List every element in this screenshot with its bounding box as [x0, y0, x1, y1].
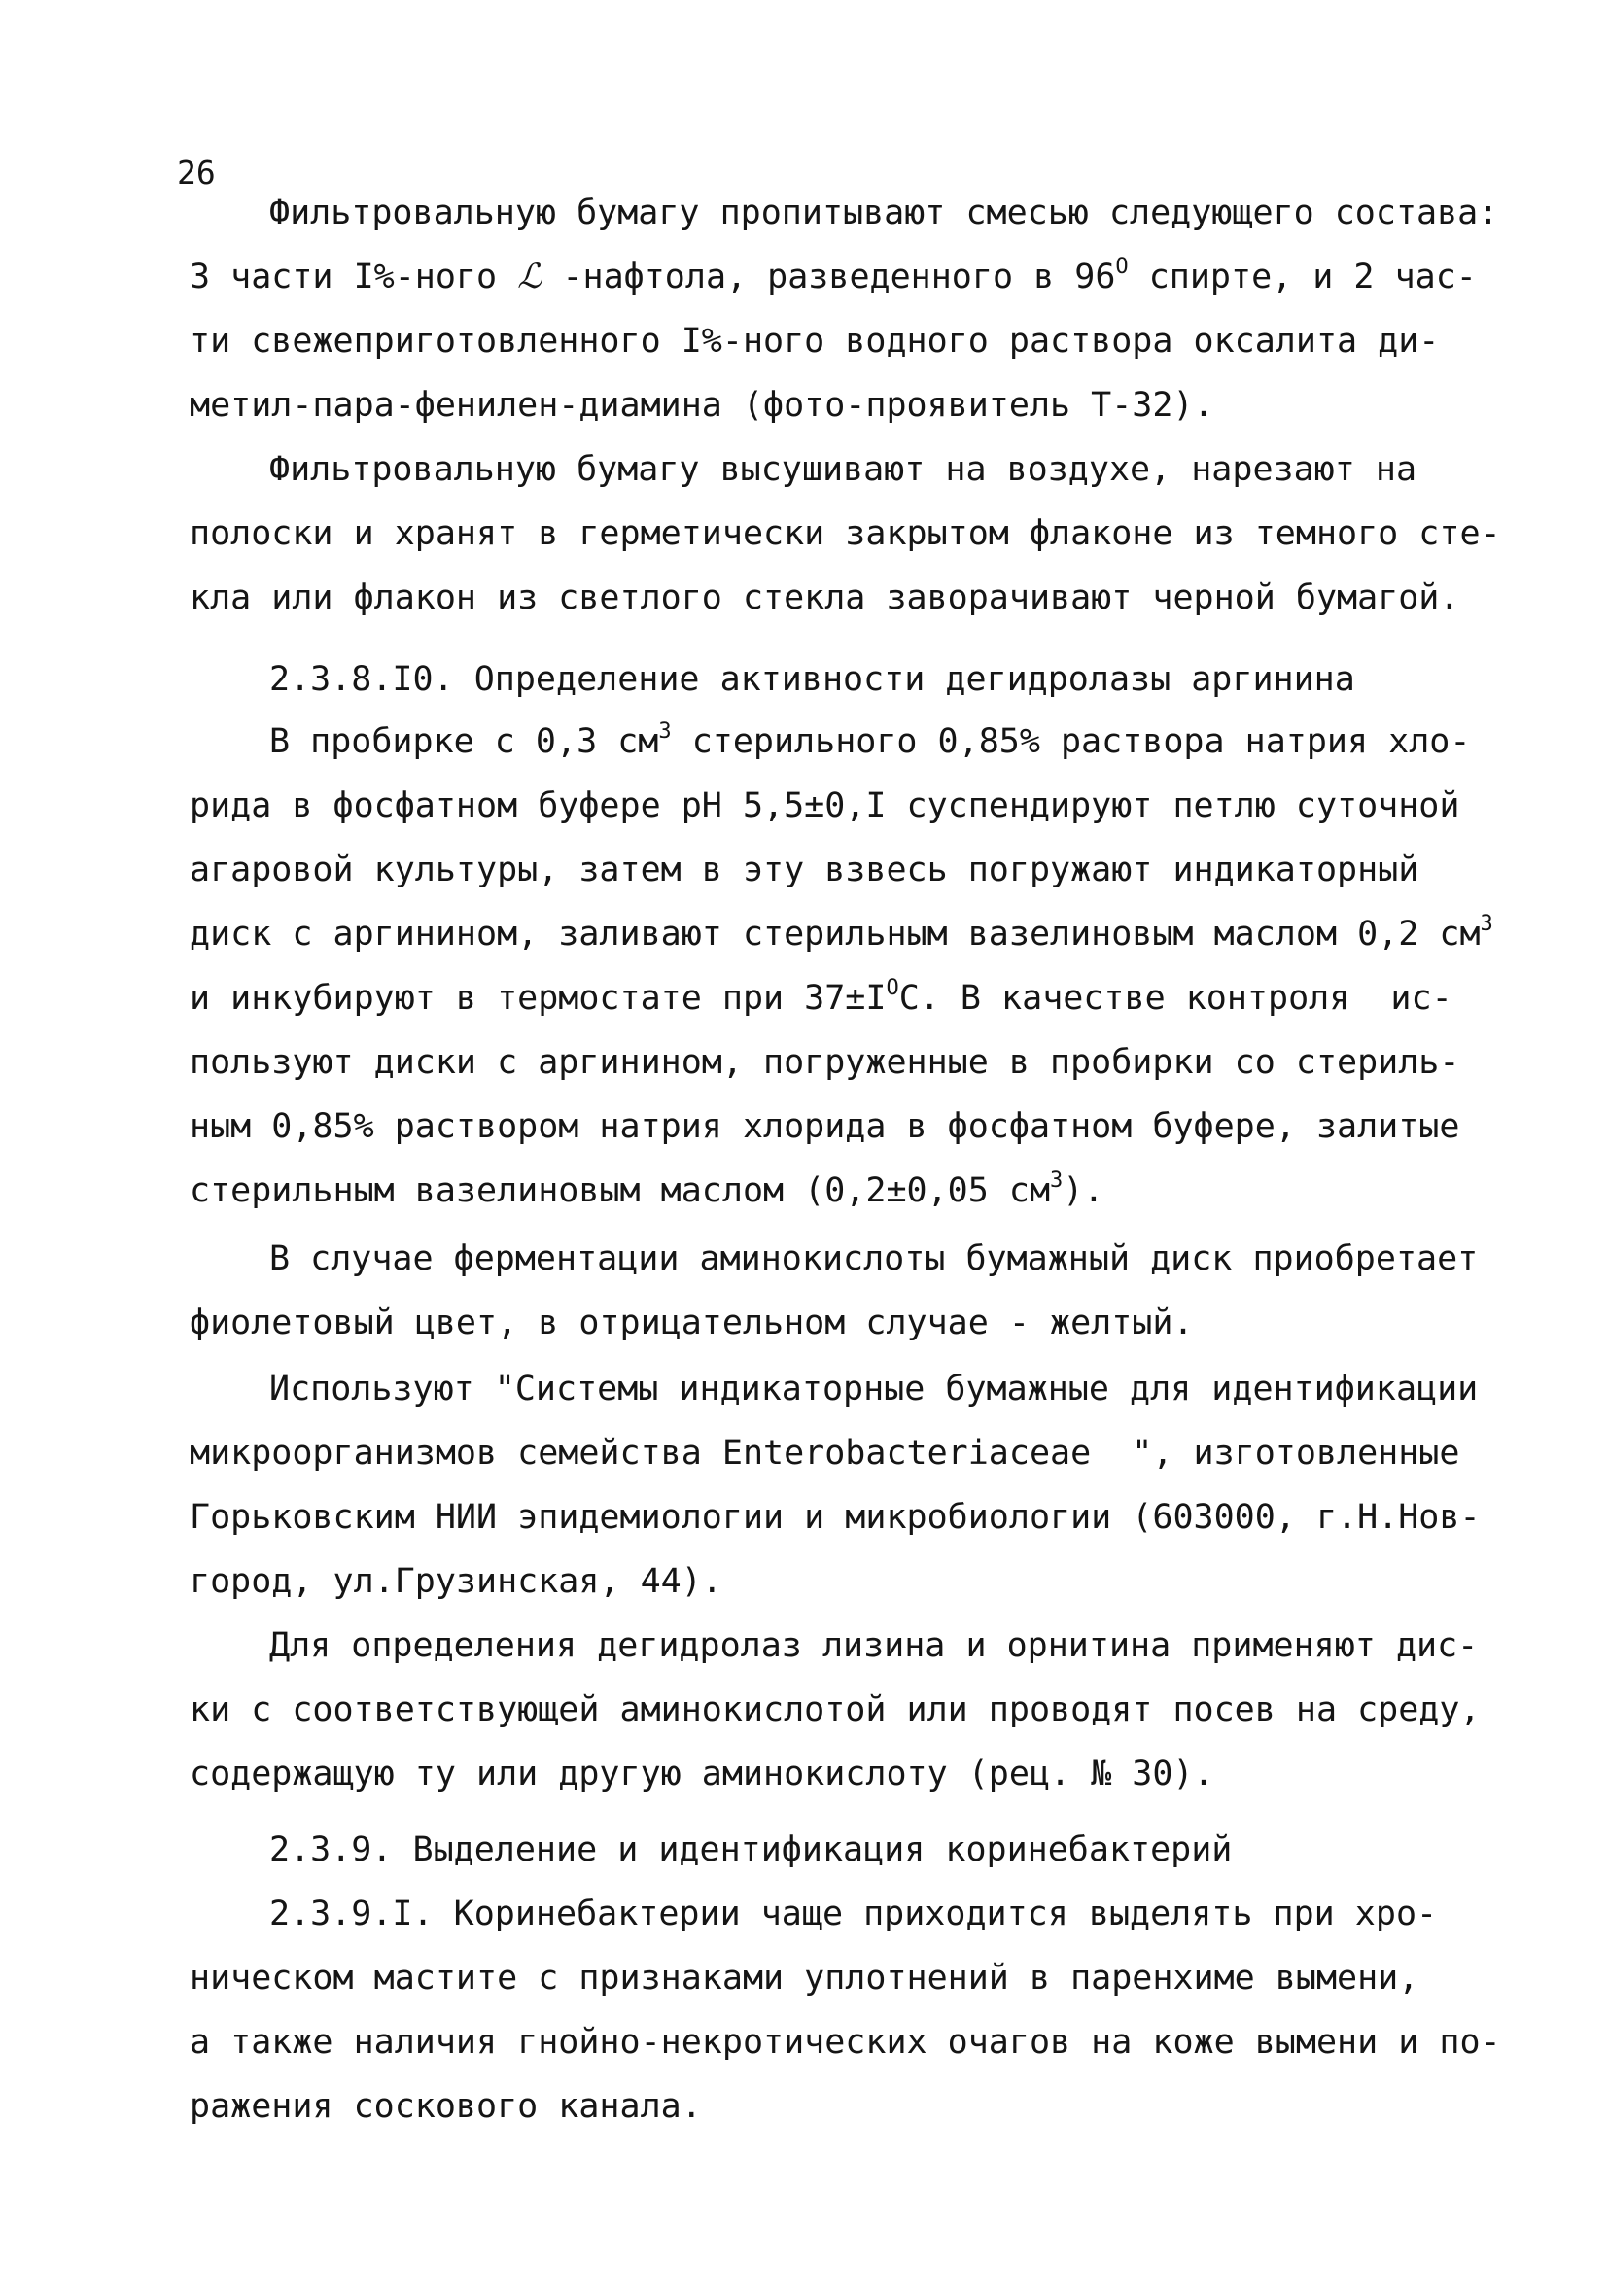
paragraph-corynebacteria — [190, 1882, 1501, 2139]
text-line: содержащую ту или другую аминокислоту (рец. № 30). — [190, 1755, 1214, 1793]
text-line: город, ул.Грузинская, 44). — [190, 1562, 722, 1601]
heading-line: 2.3.9. Выделение и идентификация коринебактерий — [269, 1830, 1233, 1869]
text-line: 2.3.9.I. Коринебактерии чаще приходится выделять при хро- — [269, 1895, 1438, 1933]
section-heading-corynebacteria — [190, 1818, 1473, 1882]
text-line: ти свежеприготовленного I%-ного водного раствора оксалита ди- — [190, 322, 1440, 361]
text-line: В случае ферментации аминокислоты бумажный диск приобретает — [269, 1239, 1479, 1278]
text-line: стерильным вазелиновым маслом (0,2±0,05 $см^3$). — [190, 1168, 1104, 1210]
text-line: Горьковским НИИ эпидемиологии и микробиологии (603000, г.Н.Нов- — [190, 1498, 1481, 1537]
text-line: Используют "Системы индикаторные бумажные для идентификации — [269, 1370, 1479, 1409]
text-line: микроорганизмов семейства Enterobacteriaceae ", изготовленные — [190, 1434, 1460, 1473]
text-line: ражения соскового канала. — [190, 2087, 702, 2126]
text-line: ки с соответствующей аминокислотой или проводят посев на среду, — [190, 1690, 1481, 1729]
paragraph-lysine-ornithine — [190, 1614, 1481, 1806]
paragraph-impregnation — [190, 181, 1499, 437]
heading-line: 2.3.8.I0. Определение активности дегидролазы аргинина — [269, 660, 1355, 699]
page-number: 26 — [177, 154, 216, 191]
text-line: рида в фосфатном буфере рН 5,5±0,I суспендируют петлю суточной — [190, 786, 1460, 825]
text-line: фиолетовый цвет, в отрицательном случае - желтый. — [190, 1304, 1194, 1342]
text-line: метил-пара-фенилен-диамина (фото-проявитель Т-32). — [190, 386, 1214, 425]
text-line: а также наличия гнойно-некротических очагов на коже вымени и по- — [190, 2023, 1501, 2062]
text-line: полоски и хранят в герметически закрытом флаконе из темного сте- — [190, 514, 1501, 553]
text-line: ническом мастите с признаками уплотнений в паренхиме вымени, — [190, 1959, 1419, 1998]
section-heading-arginine — [190, 647, 1473, 712]
paragraph-indicator-systems — [190, 1357, 1481, 1614]
text-line: 3 части I%-ного ℒ -нафтола, разведенного в $96^O$ спирте, и 2 час- — [190, 255, 1477, 296]
text-line: В пробирке с 0,3 $см^3$ стерильного 0,85% раствора натрия хло- — [269, 719, 1471, 761]
text-line: диск с аргинином, заливают стерильным вазелиновым маслом 0,2 $см^3$ — [190, 912, 1493, 954]
text-line: Фильтровальную бумагу пропитывают смесью следующего состава: — [269, 193, 1499, 232]
text-line: кла или флакон из светлого стекла заворачивают черной бумагой. — [190, 578, 1460, 617]
paragraph-fermentation — [190, 1227, 1479, 1355]
text-line: пользуют диски с аргинином, погруженные в пробирки со стериль- — [190, 1043, 1460, 1082]
paragraph-arginine-method — [190, 710, 1493, 1223]
text-line: и инкубируют в термостате при $37\pm I^OС$. В качестве контроля ис- — [190, 976, 1452, 1018]
text-line: ным 0,85% раствором натрия хлорида в фосфатном буфере, залитые — [190, 1107, 1460, 1146]
text-line: Фильтровальную бумагу высушивают на воздухе, нарезают на — [269, 450, 1417, 489]
text-line: Для определения дегидролаз лизина и орнитина применяют дис- — [269, 1626, 1479, 1665]
text-line: агаровой культуры, затем в эту взвесь погружают индикаторный — [190, 851, 1419, 889]
paragraph-drying — [190, 437, 1501, 630]
